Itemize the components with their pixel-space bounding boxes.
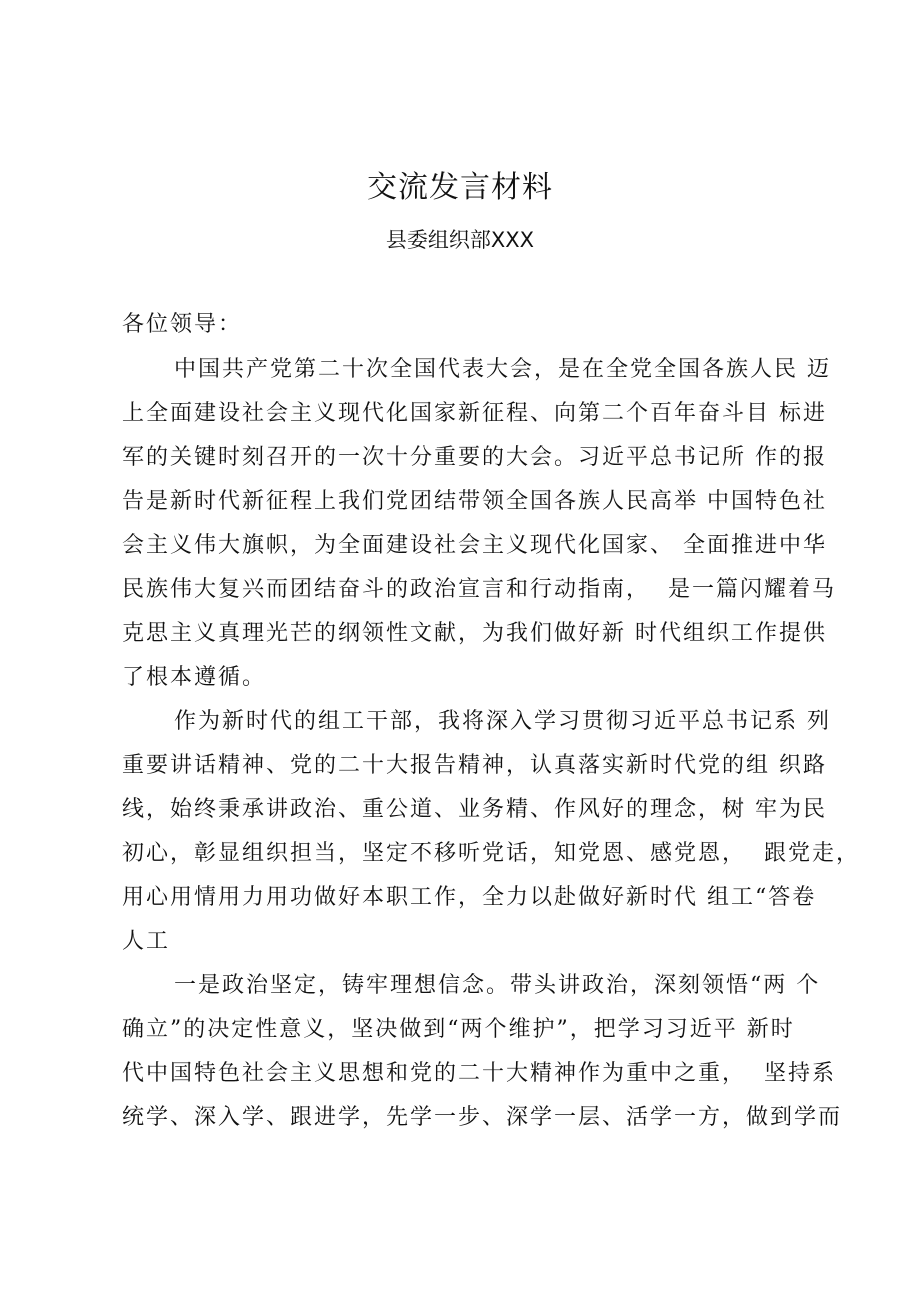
paragraph-1-line: 民族伟大复兴而团结奋斗的政治宣言和行动指南， 是一篇闪耀着马 (122, 577, 836, 602)
paragraph-1-line: 会主义伟大旗帜，为全面建设社会主义现代化国家、 全面推进中华 (122, 533, 827, 558)
salutation: 各位领导： (122, 312, 243, 337)
paragraph-1-line: 军的关键时刻召开的一次十分重要的大会。习近平总书记所 作的报 (122, 445, 827, 470)
paragraph-1-line: 告是新时代新征程上我们党团结带领全国各族人民高举 中国特色社 (122, 489, 827, 514)
paragraph-1-line: 中国共产党第二十次全国代表大会，是在全党全国各族人民 迈 (174, 357, 831, 382)
paragraph-3-line: 代中国特色社会主义思想和党的二十大精神作为重中之重， 坚持系 (122, 1061, 836, 1086)
paragraph-3-line: 确立”的决定性意义，坚决做到“两个维护”，把学习习近平 新时 (122, 1017, 795, 1042)
paragraph-3-line: 统学、深入学、跟进学，先学一步、深学一层、活学一方，做到学而 (122, 1105, 843, 1130)
paragraph-2-line: 初心，彰显组织担当，坚定不移听党话，知党恩、感党恩， 跟党走， (122, 841, 860, 866)
paragraph-2-line: 用心用情用力用功做好本职工作，全力以赴做好新时代 组工“答卷 (122, 885, 817, 910)
paragraph-2-line: 线，始终秉承讲政治、重公道、业务精、作风好的理念，树 牢为民 (122, 797, 827, 822)
paragraph-1-line: 克思主义真理光芒的纲领性文献，为我们做好新 时代组织工作提供 (122, 621, 827, 646)
paragraph-2-line: 重要讲话精神、党的二十大报告精神，认真落实新时代党的组 织路 (122, 753, 827, 778)
paragraph-1-line: 了根本遵循。 (122, 665, 267, 690)
document-title: 交流发言材料 (367, 170, 553, 205)
paragraph-2-line: 人工 (122, 929, 171, 954)
document-author: 县委组织部XXX (385, 228, 535, 252)
paragraph-2-line: 作为新时代的组工干部，我将深入学习贯彻习近平总书记系 列 (174, 709, 831, 734)
paragraph-1-line: 上全面建设社会主义现代化国家新征程、向第二个百年奋斗目 标进 (122, 401, 827, 426)
paragraph-3-line: 一是政治坚定，铸牢理想信念。带头讲政治，深刻领悟“两 个 (174, 973, 821, 998)
